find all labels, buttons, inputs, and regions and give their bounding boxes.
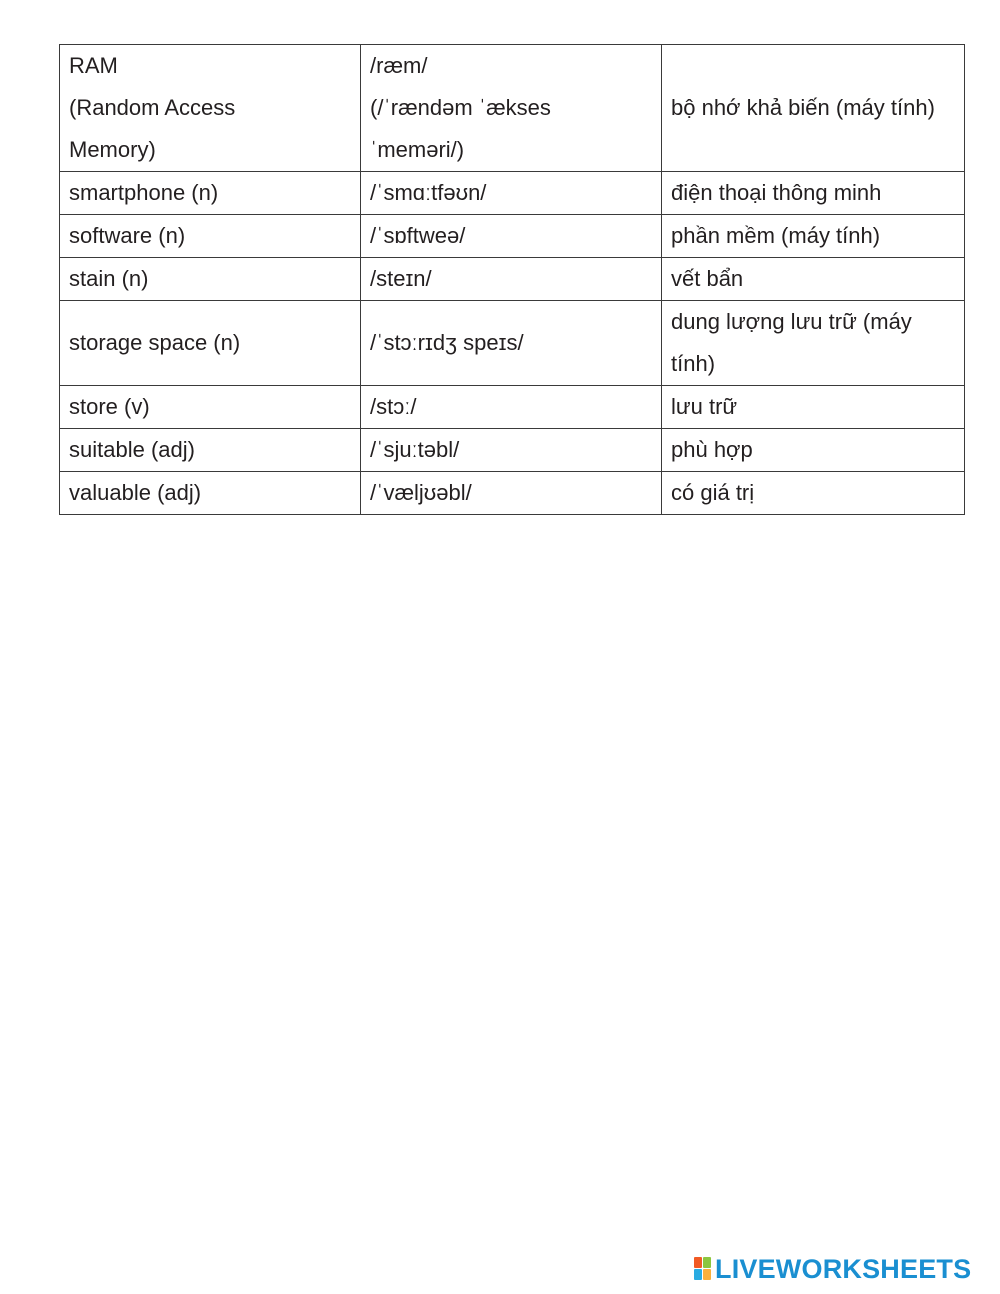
meaning-text: dung lượng lưu trữ (máy tính) <box>671 309 912 376</box>
table-row <box>60 472 965 515</box>
word-line: Memory) <box>69 137 156 162</box>
ipa-cell: /ˈsɒftweə/ <box>361 215 662 258</box>
table-row <box>60 215 965 258</box>
table-row <box>60 45 965 172</box>
meaning-cell <box>662 301 965 386</box>
ipa-line: /ræm/ <box>370 53 428 78</box>
word-line: RAM <box>69 53 118 78</box>
word-cell: stain (n) <box>60 258 361 301</box>
table-row <box>60 172 965 215</box>
meaning-cell: có giá trị <box>662 472 965 515</box>
word-cell: suitable (adj) <box>60 429 361 472</box>
word-cell: software (n) <box>60 215 361 258</box>
word-cell: valuable (adj) <box>60 472 361 515</box>
meaning-cell: phù hợp <box>662 429 965 472</box>
table-row <box>60 386 965 429</box>
vocabulary-table <box>59 44 965 515</box>
meaning-cell: phần mềm (máy tính) <box>662 215 965 258</box>
ipa-cell: /ˈsmɑːtfəʊn/ <box>361 172 662 215</box>
ipa-cell: /ˈvæljʊəbl/ <box>361 472 662 515</box>
ipa-cell: /stɔː/ <box>361 386 662 429</box>
ipa-cell: /steɪn/ <box>361 258 662 301</box>
ipa-line: (/ˈrændəm ˈækses <box>370 95 551 120</box>
ipa-cell: /ˈstɔːrɪdʒ speɪs/ <box>361 301 662 386</box>
word-cell: smartphone (n) <box>60 172 361 215</box>
ipa-line: ˈmeməri/) <box>370 137 465 162</box>
word-line: (Random Access <box>69 95 236 120</box>
table-row <box>60 258 965 301</box>
word-cell <box>60 45 361 172</box>
meaning-cell <box>662 45 965 172</box>
meaning-text: bộ nhớ khả biến (máy tính) <box>671 95 935 120</box>
meaning-cell: vết bẩn <box>662 258 965 301</box>
ipa-cell: /ˈsjuːtəbl/ <box>361 429 662 472</box>
table-row <box>60 429 965 472</box>
liveworksheets-logo-icon <box>694 1257 712 1281</box>
meaning-cell: điện thoại thông minh <box>662 172 965 215</box>
liveworksheets-logo[interactable] <box>694 1255 971 1283</box>
logo-text: LIVEWORKSHEETS <box>715 1254 972 1284</box>
table-row <box>60 301 965 386</box>
word-cell: store (v) <box>60 386 361 429</box>
word-cell: storage space (n) <box>60 301 361 386</box>
meaning-cell: lưu trữ <box>662 386 965 429</box>
ipa-cell <box>361 45 662 172</box>
